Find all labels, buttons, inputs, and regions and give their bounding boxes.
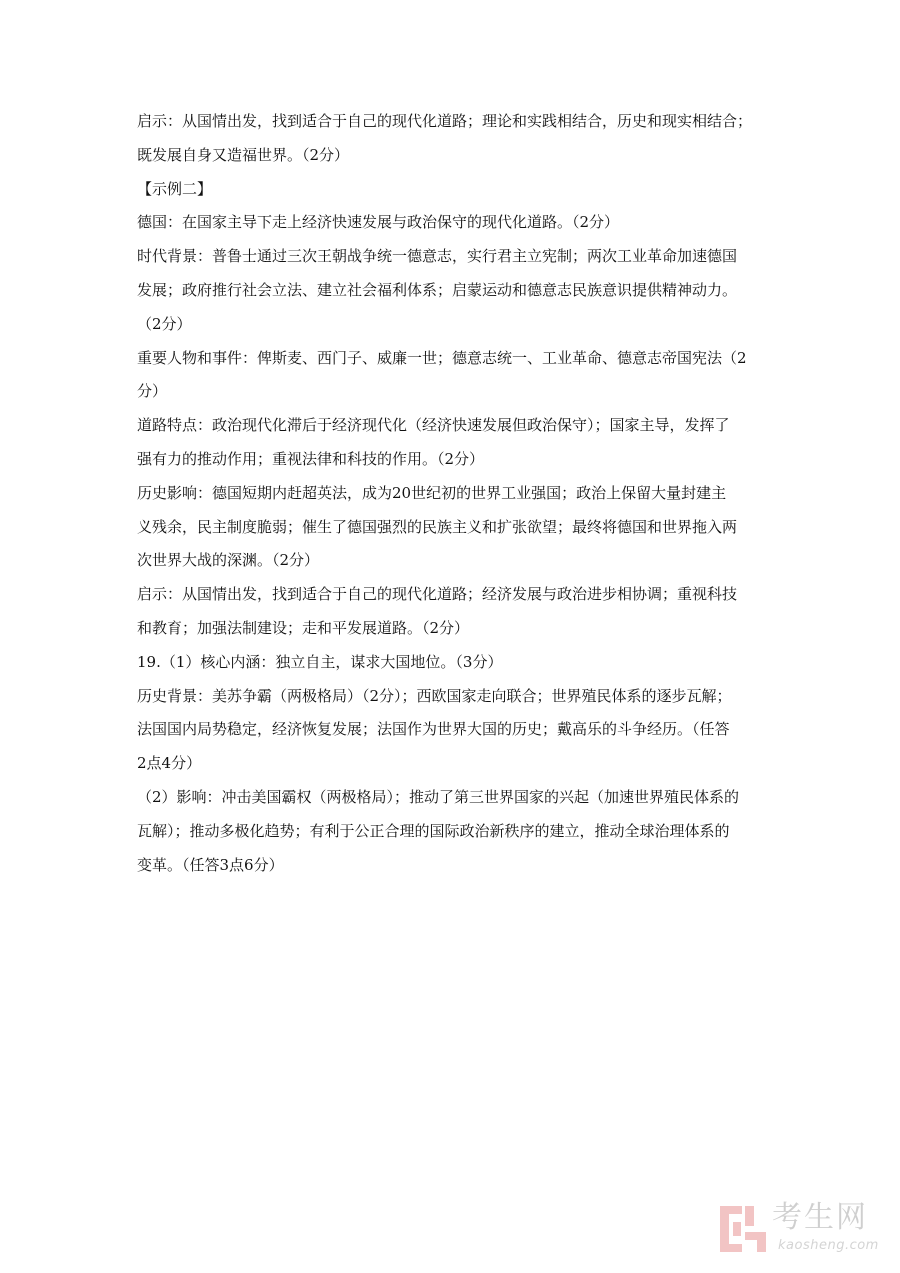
question-19-part-2: （2）影响：冲击美国霸权（两极格局）；推动了第三世界国家的兴起（加速世界殖民体系的 [137, 787, 740, 806]
text-line: 2点4分） [137, 754, 202, 773]
text-line: 重要人物和事件：俾斯麦、西门子、威廉一世；德意志统一、工业革命、德意志帝国宪法（2 [137, 348, 747, 367]
watermark [718, 1200, 888, 1260]
text-line: 和教育；加强法制建设；走和平发展道路。（2分） [137, 618, 470, 637]
text-line: 强有力的推动作用；重视法律和科技的作用。（2分） [137, 449, 485, 468]
watermark-brand-en: kaosheng.com [778, 1238, 879, 1253]
question-19-part-1: 19.（1）核心内涵：独立自主，谋求大国地位。（3分） [137, 652, 503, 671]
text-line: 发展；政府推行社会立法、建立社会福利体系；启蒙运动和德意志民族意识提供精神动力。 [137, 280, 738, 299]
section-heading: 【示例二】 [137, 179, 213, 198]
text-line: 德国：在国家主导下走上经济快速发展与政治保守的现代化道路。（2分） [137, 213, 620, 232]
text-line: 变革。（任答3点6分） [137, 855, 284, 874]
text-line: 瓦解）；推动多极化趋势；有利于公正合理的国际政治新秩序的建立，推动全球治理体系的 [137, 821, 730, 840]
text-line: 历史影响：德国短期内赶超英法，成为20世纪初的世界工业强国；政治上保留大量封建主 [137, 483, 727, 502]
text-line: 既发展自身又造福世界。（2分） [137, 145, 350, 164]
text-line: 分） [137, 382, 168, 401]
watermark-brand-cn: 考生网 [772, 1200, 868, 1235]
text-line: 启示：从国情出发，找到适合于自己的现代化道路；理论和实践相结合，历史和现实相结合； [137, 112, 753, 130]
text-line: 历史背景：美苏争霸（两极格局）（2分）；西欧国家走向联合；世界殖民体系的逐步瓦解； [137, 686, 732, 705]
text-line: （2分） [137, 314, 192, 333]
text-line: 道路特点：政治现代化滞后于经济现代化（经济快速发展但政治保守）；国家主导，发挥了 [137, 416, 730, 435]
text-line: 启示：从国情出发，找到适合于自己的现代化道路；经济发展与政治进步相协调；重视科技 [137, 585, 738, 604]
kaosheng-logo-icon [718, 1204, 768, 1254]
text-line: 次世界大战的深渊。（2分） [137, 551, 320, 570]
text-line: 义残余，民主制度脆弱；催生了德国强烈的民族主义和扩张欲望；最终将德国和世界拖入两 [137, 517, 738, 536]
text-line: 法国国内局势稳定，经济恢复发展；法国作为世界大国的历史；戴高乐的斗争经历。（任答 [137, 720, 730, 739]
answer-text-body [137, 112, 777, 874]
text-line: 时代背景：普鲁士通过三次王朝战争统一德意志，实行君主立宪制；两次工业革命加速德国 [137, 247, 738, 266]
